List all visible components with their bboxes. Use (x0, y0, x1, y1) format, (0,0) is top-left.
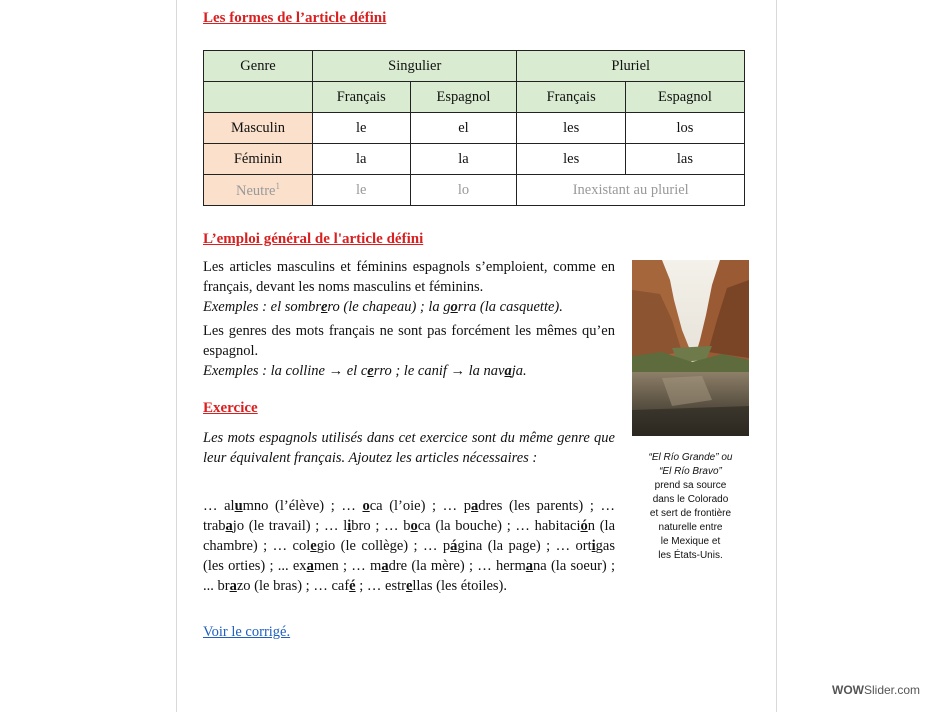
rio-grande-photo (632, 260, 749, 436)
caption-line: prend sa source (654, 480, 727, 491)
table-row (204, 113, 745, 144)
paragraph-text: Les articles masculins et féminins espagnols s’emploient, comme en français, devant les noms masculins et féminins. (203, 259, 615, 295)
exercise-word: … padres (les parents) ; (436, 498, 594, 514)
article-table (203, 50, 745, 206)
paragraph-emploi-2 (203, 321, 615, 381)
caption-line: naturelle entre (658, 522, 723, 533)
exercice-word-list (203, 496, 615, 596)
example-line: Exemples : la colline → el cerro ; le canif → la navaja. (203, 363, 527, 379)
exercise-word: … madre (la mère) ; (347, 558, 473, 574)
exercise-word: ... examen ; (273, 558, 348, 574)
header-genre: Genre (204, 51, 313, 82)
row-label: Masculin (204, 113, 313, 144)
table-cell: las (625, 144, 744, 175)
exercise-word: ... brazo (le bras) ; (203, 578, 310, 594)
section-title-emploi: L’emploi général de l'article défini (203, 231, 424, 247)
table-cell: lo (410, 175, 517, 206)
caption-line: les États-Unis. (658, 550, 723, 561)
table-cell: Inexistant au pluriel (517, 175, 745, 206)
photo-caption (632, 451, 749, 563)
table-cell: los (625, 113, 744, 144)
caption-line: “El Río Bravo” (659, 466, 722, 477)
table-cell: les (517, 144, 626, 175)
exercise-word: … hermana (la soeur) ; (472, 558, 616, 574)
caption-line: le Mexique et (660, 536, 721, 547)
wowslider-watermark: WOWSlider.com (832, 683, 921, 697)
section-title-exercice: Exercice (203, 400, 258, 416)
table-cell: le (313, 175, 411, 206)
subheader-espagnol: Espagnol (410, 82, 517, 113)
table-cell: el (410, 113, 517, 144)
caption-line: dans le Colorado (652, 494, 729, 505)
document-page (176, 0, 777, 712)
neutre-label: Neutre (236, 182, 276, 199)
table-row-neutre (204, 175, 745, 206)
example-line: Exemples : el sombrero (le chapeau) ; la gorra (la casquette). (203, 299, 563, 315)
footnote-marker: 1 (275, 180, 280, 191)
exercise-word: … alumno (l’élève) ; (203, 498, 335, 514)
caption-line: “El Río Grande” ou (648, 452, 733, 463)
subheader-francais: Français (313, 82, 411, 113)
header-pluriel: Pluriel (517, 51, 745, 82)
row-label (204, 175, 313, 206)
table-cell: les (517, 113, 626, 144)
subheader-espagnol: Espagnol (625, 82, 744, 113)
exercise-word: … colegio (le collège) ; (267, 538, 418, 554)
table-cell: le (313, 113, 411, 144)
exercise-word: … café ; (309, 578, 364, 594)
table-cell: la (313, 144, 411, 175)
exercise-word: … oca (l’oie) ; (334, 498, 437, 514)
caption-line: et sert de frontière (649, 508, 732, 519)
table-row (204, 144, 745, 175)
paragraph-text: Les genres des mots français ne sont pas forcément les mêmes qu’en espagnol. (203, 323, 615, 359)
voir-corrige-link[interactable]: Voir le corrigé. (203, 624, 291, 640)
exercise-word: … trabajo (le travail) ; (203, 498, 615, 534)
subheader-francais: Français (517, 82, 626, 113)
exercise-word: … página (la page) ; (417, 538, 551, 554)
row-label: Féminin (204, 144, 313, 175)
header-empty-cell (204, 82, 313, 113)
table-cell: la (410, 144, 517, 175)
section-title-formes: Les formes de l’article défini (203, 10, 387, 26)
paragraph-emploi-1 (203, 257, 615, 317)
exercise-word: … boca (la bouche) ; (379, 518, 511, 534)
header-singulier: Singulier (313, 51, 517, 82)
exercise-word: … ortigas (les orties) ; (203, 538, 616, 574)
exercise-word: … libro ; (319, 518, 380, 534)
exercise-word: … estrellas (les étoiles). (363, 578, 508, 594)
exercise-word: … habitación (la chambre) ; (203, 518, 616, 554)
exercice-intro: Les mots espagnols utilisés dans cet exercice sont du même genre que leur équivalent français. Ajoutez les articles nécessaires : (203, 430, 615, 466)
